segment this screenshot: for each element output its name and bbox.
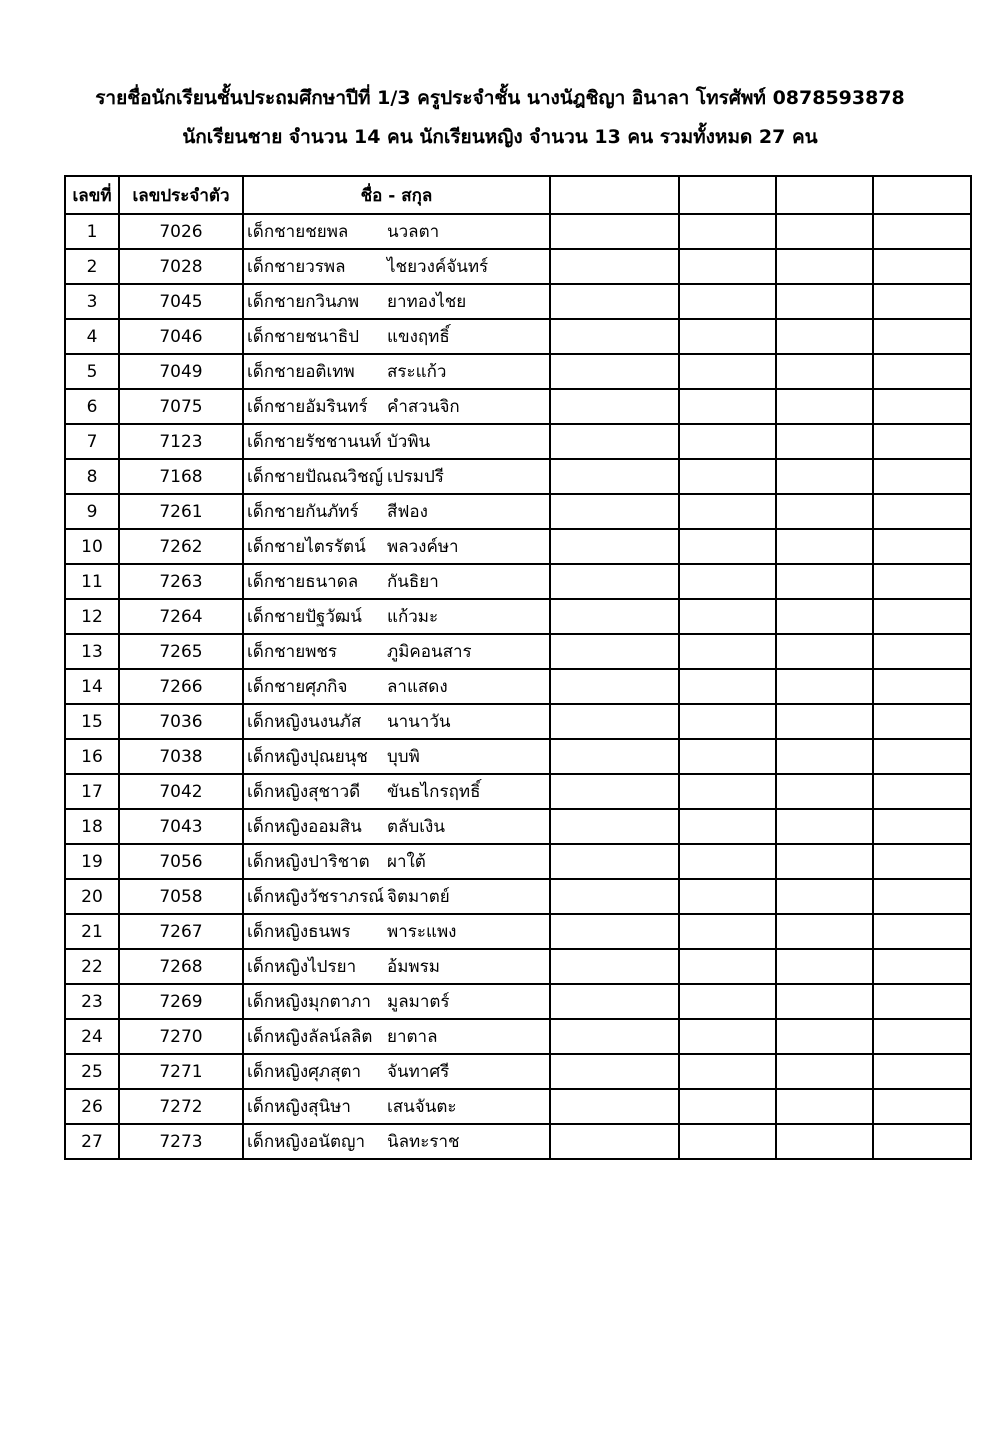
student-first-name: เด็กหญิงธนพร: [247, 922, 351, 942]
student-first-name: เด็กหญิงสุชาวดี: [247, 782, 361, 802]
blank-cell: [679, 459, 776, 494]
blank-cell: [550, 389, 679, 424]
row-number: 12: [65, 599, 119, 634]
blank-cell: [550, 914, 679, 949]
student-first-name: เด็กหญิงลัลน์ลลิต: [247, 1027, 373, 1047]
row-number: 3: [65, 284, 119, 319]
table-row: [65, 739, 971, 774]
student-last-name: ไชยวงค์จันทร์: [387, 257, 489, 277]
student-id: 7270: [119, 1019, 243, 1054]
student-first-name: เด็กชายชนาธิป: [247, 327, 360, 347]
blank-cell: [873, 424, 971, 459]
student-count-summary: นักเรียนชาย จำนวน 14 คน นักเรียนหญิง จำนวน 13 คน รวมทั้งหมด 27 คน: [182, 126, 818, 148]
row-number: 5: [65, 354, 119, 389]
blank-cell: [679, 774, 776, 809]
student-first-name: เด็กหญิงไปรยา: [247, 957, 357, 977]
blank-cell: [873, 354, 971, 389]
table-row: [65, 494, 971, 529]
student-last-name: ภูมิคอนสาร: [387, 642, 472, 662]
table-row: [65, 704, 971, 739]
table-row: [65, 914, 971, 949]
blank-cell: [873, 1089, 971, 1124]
student-first-name: เด็กชายปัณณวิชญ์: [247, 467, 384, 487]
student-full-name: [243, 809, 550, 844]
table-row: [65, 599, 971, 634]
table-row: [65, 389, 971, 424]
row-number: 2: [65, 249, 119, 284]
table-row: [65, 1054, 971, 1089]
blank-cell: [679, 249, 776, 284]
student-full-name: [243, 669, 550, 704]
table-row: [65, 949, 971, 984]
blank-cell: [873, 214, 971, 249]
student-full-name: [243, 459, 550, 494]
blank-cell: [679, 564, 776, 599]
student-id: 7266: [119, 669, 243, 704]
student-last-name: ขันธไกรฤทธิ์: [387, 782, 481, 802]
row-number: 27: [65, 1124, 119, 1159]
blank-cell: [550, 319, 679, 354]
student-last-name: นิลทะราช: [387, 1132, 460, 1152]
row-number: 8: [65, 459, 119, 494]
table-row: [65, 319, 971, 354]
blank-cell: [873, 389, 971, 424]
student-first-name: เด็กชายอัมรินทร์: [247, 397, 368, 417]
row-number: 9: [65, 494, 119, 529]
student-id: 7043: [119, 809, 243, 844]
blank-cell: [550, 1124, 679, 1159]
student-id: 7058: [119, 879, 243, 914]
blank-cell: [776, 529, 873, 564]
blank-cell: [679, 354, 776, 389]
student-id: 7273: [119, 1124, 243, 1159]
blank-cell: [776, 984, 873, 1019]
student-id: 7123: [119, 424, 243, 459]
table-row: [65, 1019, 971, 1054]
student-full-name: [243, 564, 550, 599]
column-header-blank: [550, 176, 679, 214]
blank-cell: [550, 214, 679, 249]
blank-cell: [679, 914, 776, 949]
column-header-student-id: เลขประจำตัว: [119, 176, 243, 214]
table-row: [65, 879, 971, 914]
student-full-name: [243, 704, 550, 739]
student-full-name: [243, 249, 550, 284]
student-last-name: สระแก้ว: [387, 362, 447, 382]
blank-cell: [776, 494, 873, 529]
student-last-name: แก้วมะ: [387, 607, 439, 627]
student-last-name: ลาแสดง: [387, 677, 448, 697]
blank-cell: [550, 704, 679, 739]
table-row: [65, 249, 971, 284]
blank-cell: [550, 494, 679, 529]
student-id: 7028: [119, 249, 243, 284]
blank-cell: [873, 739, 971, 774]
row-number: 4: [65, 319, 119, 354]
student-first-name: เด็กหญิงปุณยนุช: [247, 747, 368, 767]
student-id: 7271: [119, 1054, 243, 1089]
student-first-name: เด็กชายอติเทพ: [247, 362, 355, 382]
row-number: 14: [65, 669, 119, 704]
student-last-name: พลวงค์ษา: [387, 537, 459, 557]
student-last-name: แขงฤทธิ์: [387, 327, 450, 347]
blank-cell: [550, 459, 679, 494]
blank-cell: [776, 669, 873, 704]
student-last-name: เสนจันตะ: [387, 1097, 457, 1117]
blank-cell: [776, 1054, 873, 1089]
blank-cell: [550, 844, 679, 879]
student-id: 7269: [119, 984, 243, 1019]
student-full-name: [243, 1089, 550, 1124]
blank-cell: [679, 1019, 776, 1054]
table-row: [65, 214, 971, 249]
blank-cell: [550, 984, 679, 1019]
student-id: 7261: [119, 494, 243, 529]
blank-cell: [776, 284, 873, 319]
blank-cell: [679, 1124, 776, 1159]
blank-cell: [873, 1019, 971, 1054]
student-first-name: เด็กชายรัชชานนท์: [247, 432, 382, 452]
student-full-name: [243, 634, 550, 669]
student-id: 7026: [119, 214, 243, 249]
row-number: 7: [65, 424, 119, 459]
blank-cell: [776, 354, 873, 389]
table-row: [65, 354, 971, 389]
blank-cell: [550, 809, 679, 844]
student-first-name: เด็กหญิงสุนิษา: [247, 1097, 351, 1117]
student-full-name: [243, 494, 550, 529]
blank-cell: [776, 949, 873, 984]
blank-cell: [776, 424, 873, 459]
student-first-name: เด็กชายวรพล: [247, 257, 346, 277]
blank-cell: [550, 669, 679, 704]
student-last-name: เปรมปรี: [387, 467, 444, 487]
blank-cell: [550, 424, 679, 459]
student-last-name: ยาทองไชย: [387, 292, 467, 312]
column-header-number: เลขที่: [65, 176, 119, 214]
student-full-name: [243, 354, 550, 389]
student-last-name: พาระแพง: [387, 922, 457, 942]
blank-cell: [679, 1054, 776, 1089]
student-id: 7042: [119, 774, 243, 809]
student-first-name: เด็กหญิงอนัตญา: [247, 1132, 366, 1152]
blank-cell: [679, 214, 776, 249]
row-number: 17: [65, 774, 119, 809]
table-row: [65, 284, 971, 319]
row-number: 18: [65, 809, 119, 844]
table-body: [65, 214, 971, 1159]
blank-cell: [873, 949, 971, 984]
blank-cell: [776, 389, 873, 424]
student-id: 7263: [119, 564, 243, 599]
student-full-name: [243, 949, 550, 984]
table-row: [65, 459, 971, 494]
blank-cell: [776, 844, 873, 879]
blank-cell: [873, 984, 971, 1019]
student-last-name: ตลับเงิน: [387, 817, 445, 837]
blank-cell: [679, 319, 776, 354]
blank-cell: [776, 319, 873, 354]
student-first-name: เด็กชายพชร: [247, 642, 338, 662]
row-number: 20: [65, 879, 119, 914]
student-full-name: [243, 984, 550, 1019]
student-id: 7168: [119, 459, 243, 494]
student-first-name: เด็กหญิงปาริชาต: [247, 852, 370, 872]
blank-cell: [776, 774, 873, 809]
student-id: 7272: [119, 1089, 243, 1124]
blank-cell: [873, 1054, 971, 1089]
student-first-name: เด็กหญิงนงนภัส: [247, 712, 362, 732]
row-number: 19: [65, 844, 119, 879]
blank-cell: [550, 284, 679, 319]
student-id: 7056: [119, 844, 243, 879]
student-last-name: บัวพิน: [387, 432, 431, 452]
column-header-blank: [776, 176, 873, 214]
blank-cell: [550, 599, 679, 634]
student-id: 7267: [119, 914, 243, 949]
student-full-name: [243, 1054, 550, 1089]
student-first-name: เด็กหญิงวัชราภรณ์: [247, 887, 385, 907]
blank-cell: [679, 529, 776, 564]
blank-cell: [776, 214, 873, 249]
student-first-name: เด็กชายกันภัทร์: [247, 502, 359, 522]
table-row: [65, 809, 971, 844]
blank-cell: [679, 949, 776, 984]
student-full-name: [243, 1124, 550, 1159]
blank-cell: [550, 739, 679, 774]
blank-cell: [873, 564, 971, 599]
table-row: [65, 529, 971, 564]
blank-cell: [776, 879, 873, 914]
blank-cell: [776, 249, 873, 284]
blank-cell: [873, 669, 971, 704]
blank-cell: [679, 844, 776, 879]
blank-cell: [776, 564, 873, 599]
student-id: 7075: [119, 389, 243, 424]
blank-cell: [873, 459, 971, 494]
row-number: 11: [65, 564, 119, 599]
student-last-name: กันธิยา: [387, 572, 439, 592]
student-last-name: จิตมาตย์: [387, 887, 450, 907]
blank-cell: [550, 879, 679, 914]
student-first-name: เด็กหญิงมุกตาภา: [247, 992, 371, 1012]
student-full-name: [243, 739, 550, 774]
blank-cell: [776, 1089, 873, 1124]
document-title: รายชื่อนักเรียนชั้นประถมศึกษาปีที่ 1/3 ครูประจำชั้น นางนัฎชิญา อินาลา โทรศัพท์ 0878593878: [95, 87, 905, 109]
blank-cell: [776, 459, 873, 494]
student-roster-table: [64, 175, 972, 1160]
row-number: 6: [65, 389, 119, 424]
blank-cell: [873, 704, 971, 739]
student-id: 7268: [119, 949, 243, 984]
student-first-name: เด็กหญิงออมสิน: [247, 817, 362, 837]
blank-cell: [550, 354, 679, 389]
table-row: [65, 1124, 971, 1159]
student-full-name: [243, 214, 550, 249]
blank-cell: [550, 1054, 679, 1089]
blank-cell: [679, 809, 776, 844]
student-last-name: สีฟอง: [387, 502, 428, 522]
student-last-name: คำสวนจิก: [387, 397, 460, 417]
table-row: [65, 564, 971, 599]
blank-cell: [873, 319, 971, 354]
blank-cell: [873, 914, 971, 949]
student-last-name: บุบพิ: [387, 747, 420, 767]
student-full-name: [243, 284, 550, 319]
student-last-name: จันทาศรี: [387, 1062, 450, 1082]
student-id: 7046: [119, 319, 243, 354]
student-id: 7262: [119, 529, 243, 564]
student-last-name: นวลตา: [387, 222, 440, 242]
student-full-name: [243, 1019, 550, 1054]
blank-cell: [550, 774, 679, 809]
table-row: [65, 774, 971, 809]
blank-cell: [679, 599, 776, 634]
blank-cell: [679, 389, 776, 424]
student-id: 7036: [119, 704, 243, 739]
student-id: 7038: [119, 739, 243, 774]
student-id: 7265: [119, 634, 243, 669]
blank-cell: [873, 529, 971, 564]
row-number: 1: [65, 214, 119, 249]
blank-cell: [550, 1019, 679, 1054]
row-number: 21: [65, 914, 119, 949]
student-full-name: [243, 424, 550, 459]
student-last-name: ยาตาล: [387, 1027, 438, 1047]
blank-cell: [873, 1124, 971, 1159]
blank-cell: [679, 739, 776, 774]
row-number: 16: [65, 739, 119, 774]
blank-cell: [873, 634, 971, 669]
blank-cell: [550, 529, 679, 564]
student-full-name: [243, 599, 550, 634]
table-row: [65, 634, 971, 669]
row-number: 13: [65, 634, 119, 669]
student-last-name: มูลมาตร์: [387, 992, 450, 1012]
student-id: 7264: [119, 599, 243, 634]
row-number: 10: [65, 529, 119, 564]
column-header-blank: [679, 176, 776, 214]
student-id: 7045: [119, 284, 243, 319]
student-last-name: ผาใต้: [387, 852, 426, 872]
row-number: 24: [65, 1019, 119, 1054]
table-row: [65, 669, 971, 704]
blank-cell: [550, 564, 679, 599]
row-number: 22: [65, 949, 119, 984]
row-number: 26: [65, 1089, 119, 1124]
table-header-row: [65, 176, 971, 214]
student-full-name: [243, 844, 550, 879]
row-number: 23: [65, 984, 119, 1019]
blank-cell: [776, 1124, 873, 1159]
blank-cell: [873, 284, 971, 319]
blank-cell: [776, 809, 873, 844]
column-header-full-name: ชื่อ - สกุล: [243, 176, 550, 214]
student-first-name: เด็กชายไตรรัตน์: [247, 537, 366, 557]
student-id: 7049: [119, 354, 243, 389]
student-full-name: [243, 529, 550, 564]
blank-cell: [550, 634, 679, 669]
blank-cell: [679, 879, 776, 914]
row-number: 15: [65, 704, 119, 739]
column-header-blank: [873, 176, 971, 214]
student-last-name: อ้มพรม: [387, 957, 440, 977]
blank-cell: [873, 844, 971, 879]
blank-cell: [776, 704, 873, 739]
blank-cell: [679, 634, 776, 669]
row-number: 25: [65, 1054, 119, 1089]
blank-cell: [550, 1089, 679, 1124]
student-first-name: เด็กชายกวินภพ: [247, 292, 360, 312]
blank-cell: [679, 284, 776, 319]
table-row: [65, 1089, 971, 1124]
student-full-name: [243, 389, 550, 424]
blank-cell: [873, 809, 971, 844]
blank-cell: [679, 704, 776, 739]
blank-cell: [873, 879, 971, 914]
blank-cell: [873, 249, 971, 284]
blank-cell: [776, 1019, 873, 1054]
student-last-name: นานาวัน: [387, 712, 451, 732]
student-full-name: [243, 319, 550, 354]
blank-cell: [679, 1089, 776, 1124]
table-row: [65, 424, 971, 459]
student-first-name: เด็กชายปัฐวัฒน์: [247, 607, 362, 627]
blank-cell: [776, 599, 873, 634]
blank-cell: [679, 669, 776, 704]
table-row: [65, 984, 971, 1019]
blank-cell: [550, 249, 679, 284]
blank-cell: [776, 634, 873, 669]
student-full-name: [243, 879, 550, 914]
blank-cell: [873, 774, 971, 809]
blank-cell: [776, 914, 873, 949]
student-full-name: [243, 914, 550, 949]
blank-cell: [776, 739, 873, 774]
blank-cell: [873, 494, 971, 529]
blank-cell: [679, 424, 776, 459]
student-first-name: เด็กชายศุภกิจ: [247, 677, 348, 697]
blank-cell: [679, 494, 776, 529]
student-first-name: เด็กชายธนาดล: [247, 572, 359, 592]
table-row: [65, 844, 971, 879]
student-first-name: เด็กชายชยพล: [247, 222, 349, 242]
blank-cell: [550, 949, 679, 984]
blank-cell: [873, 599, 971, 634]
student-full-name: [243, 774, 550, 809]
student-first-name: เด็กหญิงศุภสุตา: [247, 1062, 362, 1082]
blank-cell: [679, 984, 776, 1019]
